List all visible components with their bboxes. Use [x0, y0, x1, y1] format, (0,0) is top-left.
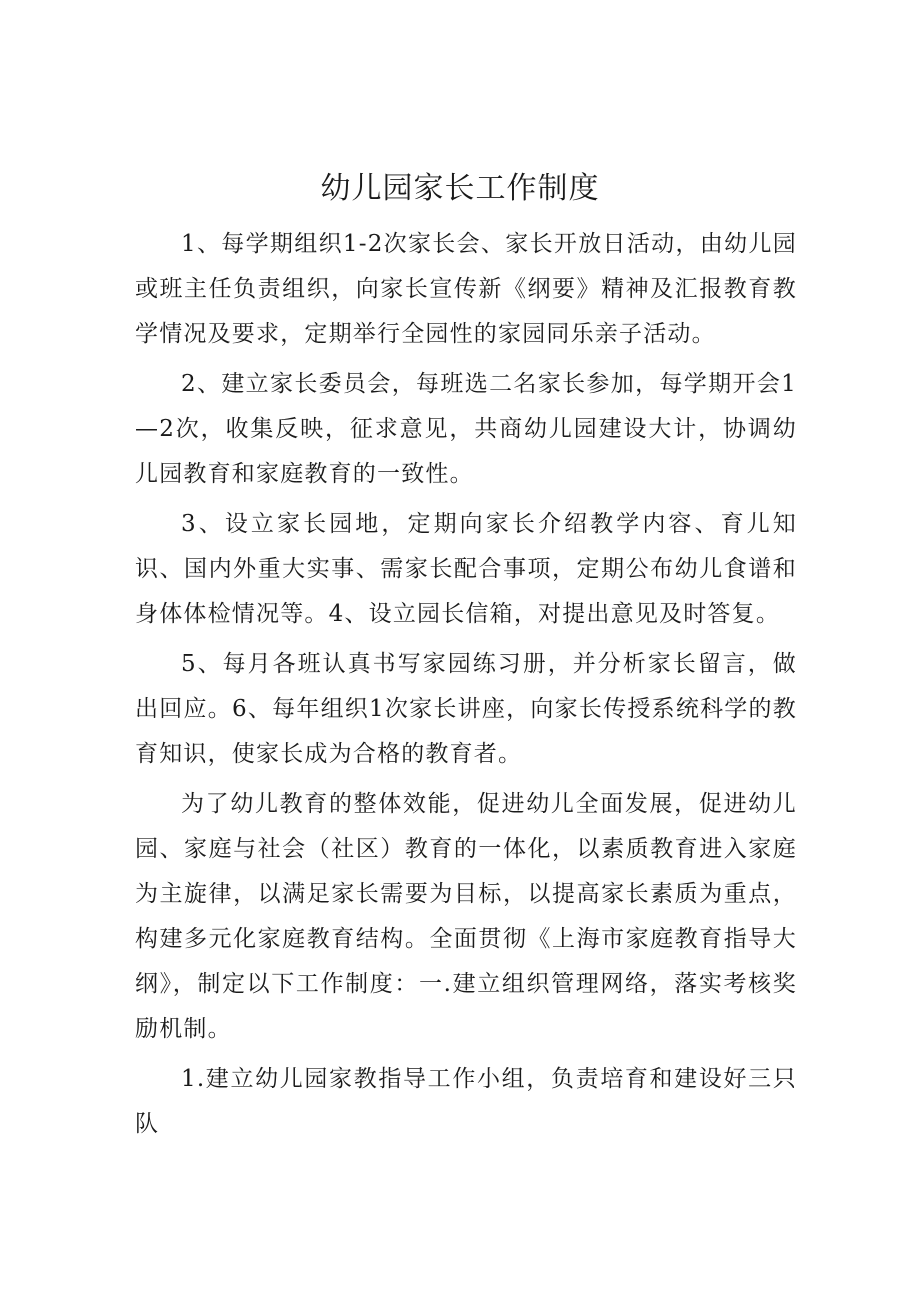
paragraph-parent-committee: 2、建立家长委员会，每班选二名家长参加，每学期开会1—2次，收集反映，征求意见，共商幼儿园建设大计，协调幼儿园教育和家庭教育的一致性。	[135, 371, 797, 487]
document-body	[135, 222, 797, 1152]
paragraph-home-school-workbook: 5、每月各班认真书写家园练习册，并分析家长留言，做出回应。6、每年组织1次家长讲座，向家长传授系统科学的教育知识，使家长成为合格的教育者。	[135, 651, 797, 767]
paragraph-parent-meetings: 1、每学期组织1-2次家长会、家长开放日活动，由幼儿园或班主任负责组织，向家长宣传新《纲要》精神及汇报教育教学情况及要求，定期举行全园性的家园同乐亲子活动。	[135, 231, 797, 347]
paragraph-guidance-group: 1.建立幼儿园家教指导工作小组，负责培育和建设好三只队	[135, 1066, 797, 1137]
paragraph-parent-garden: 3、设立家长园地，定期向家长介绍教学内容、育儿知识、国内外重大实事、需家长配合事项，定期公布幼儿食谱和身体体检情况等。4、设立园长信箱，对提出意见及时答复。	[135, 511, 797, 627]
document-title: 幼儿园家长工作制度	[320, 171, 600, 206]
paragraph-overall-goals: 为了幼儿教育的整体效能，促进幼儿全面发展，促进幼儿园、家庭与社会（社区）教育的一体化，以素质教育进入家庭为主旋律，以满足家长需要为目标，以提高家长素质为重点，构建多元化家庭教育结构。全面贯彻《上海市家庭教育指导大纲》，制定以下工作制度：一.建立组织管理网络，落实考核奖励机制。	[135, 791, 797, 1042]
